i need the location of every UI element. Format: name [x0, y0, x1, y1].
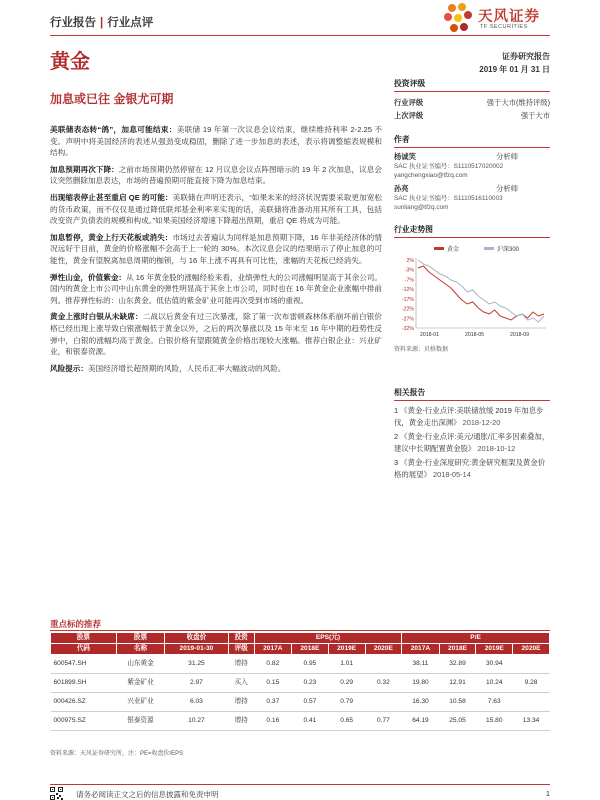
paragraph-text: 从 16 年黄金股的涨幅经验来看，业绩弹性大的公司涨幅明显高于其余公司。国内的黄金上市公司中山东黄金的弹性明显高于其余上市公司，同时也在 16 年黄金企业涨幅中排前列。推荐弹性标的：山东黄金。低估值的紫金矿业可能再次受到市场的重视。 — [50, 272, 382, 305]
cell-pe: 38.11 — [402, 655, 439, 674]
rating-row — [394, 96, 550, 109]
cell-eps: 0.23 — [292, 674, 329, 693]
trend-chart — [394, 242, 550, 342]
cell-rating: 增持 — [228, 712, 254, 731]
th-year: 2020E — [513, 644, 550, 655]
th-year: 2017A — [402, 644, 439, 655]
cell-price: 31.25 — [165, 655, 229, 674]
th-year: 2020E — [365, 644, 402, 655]
y-tick-label: -32% — [401, 326, 414, 332]
cell-name: 山东黄金 — [116, 655, 164, 674]
y-tick-label: -12% — [401, 287, 414, 294]
table-row — [51, 674, 550, 693]
qr-code-icon — [50, 787, 63, 800]
rating-key: 上次评级 — [394, 111, 424, 120]
report-type: 证券研究报告 — [502, 52, 550, 61]
analyst-cert: SAC 执业证书编号：S1110516110003 — [394, 195, 503, 202]
series-line — [418, 260, 544, 322]
cell-price: 10.27 — [165, 712, 229, 731]
cell-eps: 0.29 — [328, 674, 365, 693]
industry-name: 黄金 — [50, 51, 90, 73]
cell-eps: 0.79 — [328, 693, 365, 712]
related-report[interactable] — [394, 457, 550, 481]
th-rating: 投资 — [228, 633, 254, 644]
logo-chinese-name: 天风证券 — [478, 9, 540, 25]
cell-pe — [513, 655, 550, 674]
paragraph — [50, 363, 382, 375]
th-price: 收盘价 — [165, 633, 229, 644]
related-title: 相关报告 — [394, 387, 550, 401]
cell-code: 601899.SH — [51, 674, 117, 693]
table-header-row — [51, 633, 550, 644]
paragraph-text: 二战以后黄金有过三次暴涨，除了第一次布雷顿森林体系崩坏前白银价格已经出现上涨导致白银涨幅低于黄金以外，之后的两次暴涨以及 15 年末至 16 年中期的趋势性反弹中，白银的涨幅均高于黄金。白银价格有望跟随黄金价格出现较大涨幅。推荐白银企业：兴业矿业，和银泰资源。 — [50, 312, 382, 357]
cell-pe: 25.05 — [439, 712, 476, 731]
report-subkind: 行业点评 — [107, 17, 154, 29]
analyst-role: 分析师 — [496, 152, 518, 161]
related-report-date: 2018-10-12 — [477, 444, 516, 453]
cell-eps: 0.37 — [254, 693, 291, 712]
legend-label: 黄金 — [447, 247, 460, 253]
trend-chart-svg — [394, 242, 550, 342]
chart-source: 资料来源：贝格数据 — [394, 347, 449, 353]
cell-price: 6.03 — [165, 693, 229, 712]
cell-pe: 19.80 — [402, 674, 439, 693]
analyst-email[interactable]: sunliang@tfzq.com — [394, 204, 449, 211]
cell-eps — [365, 655, 402, 674]
analyst-cert: SAC 执业证书编号：S1110517020002 — [394, 163, 504, 170]
cell-pe: 30.94 — [476, 655, 513, 674]
logo-english-name: TF SECURITIES — [480, 24, 528, 30]
cell-eps: 0.77 — [365, 712, 402, 731]
paragraph — [50, 192, 382, 227]
rating-title: 投资评级 — [394, 78, 550, 92]
cell-eps: 0.65 — [328, 712, 365, 731]
page-number: 1 — [545, 789, 550, 798]
cell-eps: 0.16 — [254, 712, 291, 731]
rating-row — [394, 109, 550, 122]
related-report-text[interactable]: 1 《黄金-行业点评:美联储放缓 2019 年加息步伐，黄金走出深渊》 — [394, 406, 544, 427]
cell-pe: 15.80 — [476, 712, 513, 731]
paragraph-text: 美联储 19 年第一次议息会议结束，继续维持利率 2-2.25 不变。声明中将美国经济的表述从强劲变成稳固，删除了进一步加息的表述，表示将调整缩表规模和结构。 — [50, 125, 382, 158]
cell-eps: 0.57 — [292, 693, 329, 712]
cell-pe: 12.91 — [439, 674, 476, 693]
related-report-date: 2018-05-14 — [433, 470, 471, 479]
table-row — [51, 655, 550, 674]
tf-logo-icon — [440, 2, 476, 36]
paragraph-text: 美联储在声明还表示，“如果未来的经济状况需要采取更加宽松的货币政策，而不仅仅是通过降低联邦基金利率来实现的话，美联储将准备动用其所有工具，包括改变资产负债表的规模和构成。”如果美国经济增速下降超出预期，重启 QE 将成为可能。 — [50, 192, 382, 226]
table-row — [51, 693, 550, 712]
cell-pe: 9.28 — [513, 674, 550, 693]
table-source: 资料来源：天风证券研究所，注：PE=收盘价/EPS — [50, 751, 184, 757]
x-tick-label: 2018-09 — [510, 332, 530, 338]
analyst — [394, 152, 550, 180]
header-separator: | — [100, 17, 104, 29]
report-body — [50, 124, 382, 379]
cell-price: 2.97 — [165, 674, 229, 693]
report-kind: 行业报告 — [50, 17, 96, 29]
paragraph — [50, 232, 382, 267]
cell-pe — [513, 693, 550, 712]
series-line — [418, 266, 544, 320]
sidebar — [394, 78, 550, 483]
cell-eps: 0.41 — [292, 712, 329, 731]
th-price: 2019-01-30 — [165, 644, 229, 655]
y-tick-label: -3% — [404, 267, 414, 274]
paragraph — [50, 124, 382, 159]
cell-eps: 1.01 — [328, 655, 365, 674]
cell-eps: 0.82 — [254, 655, 291, 674]
cell-rating: 增持 — [228, 655, 254, 674]
company-logo — [440, 2, 555, 36]
th-name: 名称 — [116, 644, 164, 655]
cell-rating: 买入 — [228, 674, 254, 693]
cell-pe: 10.58 — [439, 693, 476, 712]
cell-pe: 13.34 — [513, 712, 550, 731]
y-tick-label: -17% — [401, 296, 414, 303]
cell-name: 兴业矿业 — [116, 693, 164, 712]
table-header-row — [51, 644, 550, 655]
th-year: 2018E — [439, 644, 476, 655]
th-eps: EPS(元) — [254, 633, 402, 644]
cell-eps — [365, 693, 402, 712]
paragraph — [50, 272, 382, 307]
x-tick-label: 2018-05 — [465, 332, 485, 338]
th-year: 2019E — [476, 644, 513, 655]
related-report-text[interactable]: 3 《黄金-行业深度研究:黄金研究框架及黄金价格的展望》 — [394, 458, 546, 479]
analyst-name: 孙亮 — [394, 184, 409, 193]
x-tick-label: 2018-01 — [420, 332, 440, 338]
table-divider — [50, 630, 550, 631]
related-report[interactable] — [394, 431, 550, 455]
analyst-name: 杨诚笑 — [394, 152, 416, 161]
th-name: 股票 — [116, 633, 164, 644]
y-tick-label: -22% — [401, 306, 414, 313]
cell-eps: 0.15 — [254, 674, 291, 693]
cell-name: 紫金矿业 — [116, 674, 164, 693]
paragraph-lead: 黄金上涨时白银从未缺席： — [50, 312, 143, 322]
stock-table — [50, 632, 550, 731]
cell-code: 600547.SH — [51, 655, 117, 674]
report-date: 2019 年 01 月 31 日 — [479, 65, 550, 74]
paragraph-lead: 加息预期再次下降： — [50, 164, 119, 174]
cell-eps: 0.32 — [365, 674, 402, 693]
disclaimer-note: 请务必阅读正文之后的信息披露和免责申明 — [76, 790, 219, 799]
report-title: 加息或已往 金银尤可期 — [50, 92, 174, 106]
th-year: 2019E — [328, 644, 365, 655]
cell-eps: 0.95 — [292, 655, 329, 674]
y-tick-label: -27% — [401, 316, 414, 323]
paragraph-text: 市场过去普遍认为同样是加息预期下降，16 年非美经济体的情况远好于目前，黄金的价格涨幅不会高于上一轮的 30%。本次议息会议的结果暗示了停止加息的可能性，黄金有望脱离加息周期的枷锁，与 16 年上涨不再具有可比性，涨幅的天花板已经消失。 — [50, 232, 382, 265]
th-rating: 评级 — [228, 644, 254, 655]
footer-divider — [50, 784, 550, 785]
paragraph — [50, 311, 382, 357]
rating-key: 行业评级 — [394, 98, 424, 107]
y-tick-label: -7% — [404, 277, 414, 284]
related-report-text[interactable]: 2 《黄金-行业点评:美元/通胀/汇率多因素叠加，建议中长期配置黄金股》 — [394, 432, 550, 453]
rating-value: 强于大市 — [520, 111, 550, 120]
cell-pe: 7.63 — [476, 693, 513, 712]
paragraph-text: 美国经济增长超预期的风险，人民币汇率大幅波动的风险。 — [87, 363, 286, 373]
paragraph-lead: 风险提示： — [50, 363, 88, 373]
cell-code: 000426.SZ — [51, 693, 117, 712]
th-code: 股票 — [51, 633, 117, 644]
related-report[interactable] — [394, 405, 550, 429]
rating-value: 强于大市(维持评级) — [486, 98, 550, 107]
authors-title: 作者 — [394, 134, 550, 148]
related-report-date: 2018-12-20 — [462, 418, 501, 427]
header-divider — [50, 35, 550, 36]
legend-swatch — [434, 247, 444, 250]
y-tick-label: 2% — [406, 258, 414, 264]
paragraph-text: 之前市场预期仍然停留在 12 月议息会议点阵图暗示的 19 年 2 次加息，议息会议突然删除加息表达，市场的普遍预期可能直接下降为加息结束。 — [50, 164, 382, 186]
paragraph-lead: 美联储表态转“鸽”，加息可能结束： — [50, 125, 177, 134]
legend-swatch — [484, 247, 494, 250]
paragraph — [50, 164, 382, 187]
table-row — [51, 712, 550, 731]
analyst-role: 分析师 — [496, 184, 518, 193]
cell-name: 银泰资源 — [116, 712, 164, 731]
table-title: 重点标的推荐 — [50, 619, 102, 629]
cell-pe: 10.24 — [476, 674, 513, 693]
trend-title: 行业走势图 — [394, 224, 550, 238]
paragraph-lead: 加息暂停，黄金上行天花板或消失： — [50, 232, 173, 242]
cell-code: 000975.SZ — [51, 712, 117, 731]
cell-rating: 增持 — [228, 693, 254, 712]
cell-pe: 64.19 — [402, 712, 439, 731]
paragraph-lead: 弹性山金，价值紫金： — [50, 272, 127, 282]
cell-pe: 16.30 — [402, 693, 439, 712]
analyst — [394, 184, 550, 212]
cell-pe: 32.89 — [439, 655, 476, 674]
th-pe: P/E — [402, 633, 550, 644]
th-year: 2018E — [292, 644, 329, 655]
report-category — [50, 14, 153, 30]
analyst-email[interactable]: yangchengxiao@tfzq.com — [394, 172, 468, 179]
th-year: 2017A — [254, 644, 291, 655]
paragraph-lead: 出现缩表停止甚至重启 QE 的可能： — [50, 192, 173, 202]
th-code: 代码 — [51, 644, 117, 655]
legend-label: 沪深300 — [497, 247, 520, 253]
